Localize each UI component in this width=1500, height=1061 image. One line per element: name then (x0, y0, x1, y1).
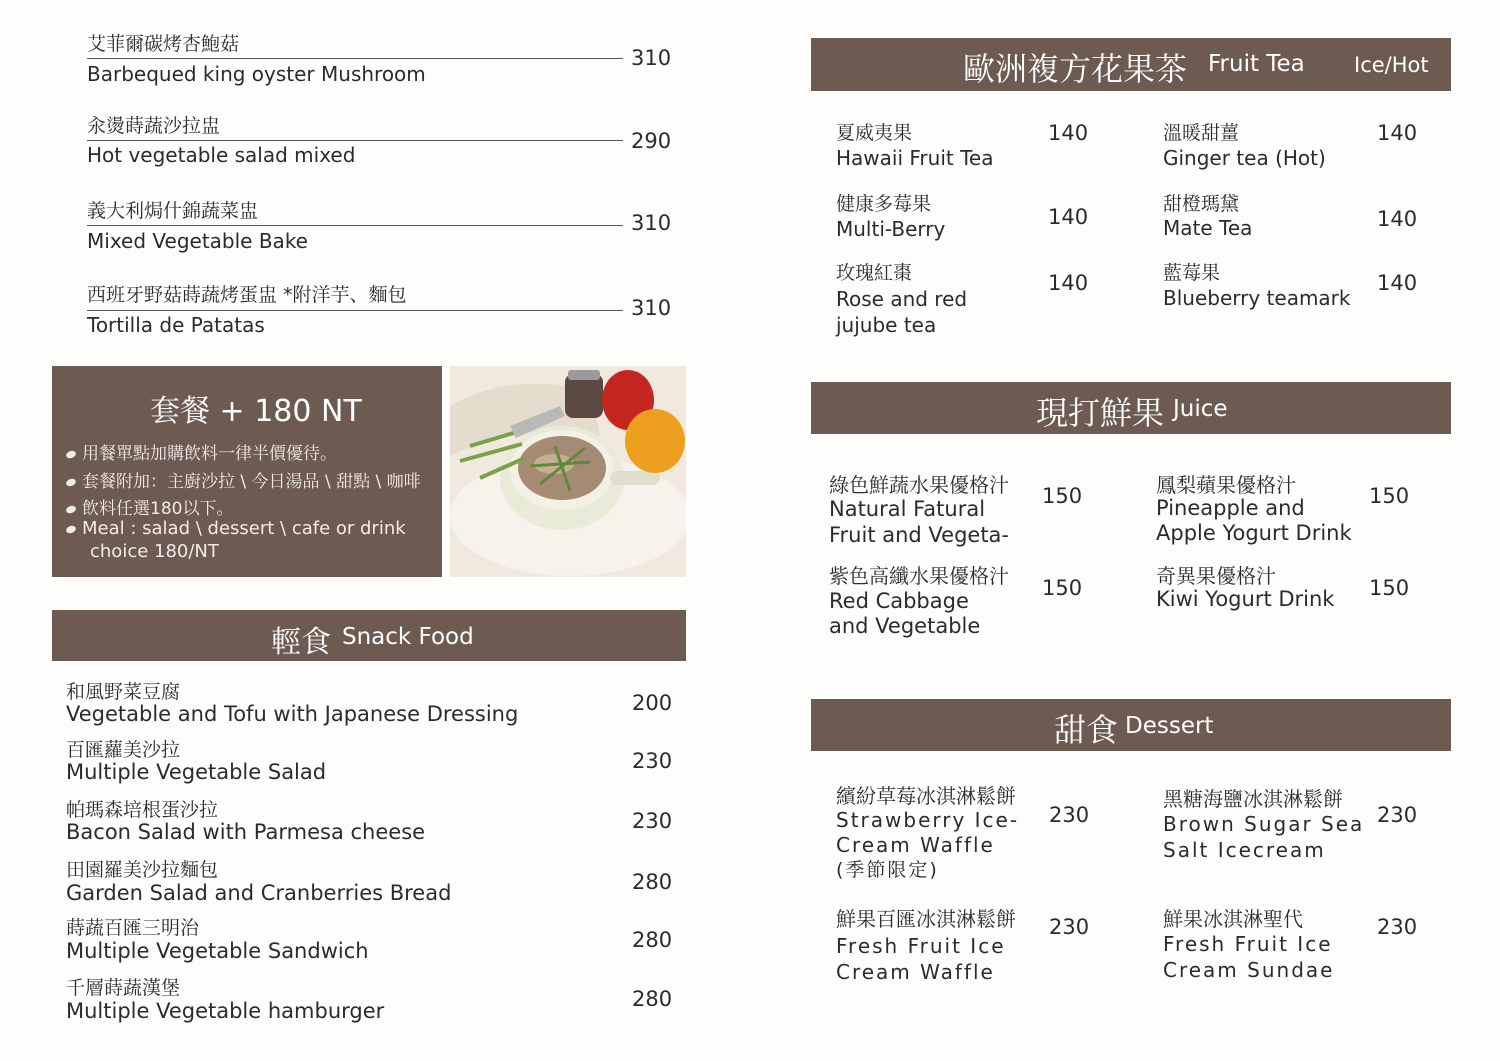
item-name-en: Rose and red (836, 287, 968, 311)
dessert-header (811, 699, 1451, 751)
item-name-en: Vegetable and Tofu with Japanese Dressing (66, 702, 519, 726)
item-price: 310 (631, 211, 672, 235)
item-name-en: Red Cabbage (829, 589, 969, 613)
set-meal-line (66, 467, 421, 492)
item-name-en: Hot vegetable salad mixed (87, 143, 356, 167)
item-price: 280 (632, 870, 673, 894)
item-price: 310 (631, 296, 672, 320)
item-name-en: Blueberry teamark (1163, 286, 1351, 310)
item-price: 150 (1369, 576, 1410, 600)
set-meal-line (66, 518, 406, 539)
snack-title-zh: 輕食 (271, 625, 331, 660)
item-price: 290 (631, 129, 672, 153)
item-name-en: (季節限定) (836, 859, 939, 881)
divider (87, 140, 623, 141)
item-name-en: jujube tea (836, 313, 937, 337)
set-meal-line-text: Meal : salad \ dessert \ cafe or drink (82, 518, 406, 539)
item-name-en: Multi-Berry (836, 217, 946, 241)
bullet-icon (65, 524, 77, 534)
item-price: 230 (632, 809, 673, 833)
item-name-en: Natural Fatural (829, 497, 986, 521)
item-name-en: Cream Waffle (836, 833, 995, 857)
item-name-en: Cream Sundae (1163, 958, 1335, 982)
bullet-icon (65, 504, 77, 514)
item-price: 280 (632, 987, 673, 1011)
item-name-zh: 藍莓果 (1163, 262, 1221, 284)
item-name-zh: 田園羅美沙拉麵包 (66, 859, 219, 881)
set-meal-line-text: choice 180/NT (90, 541, 219, 562)
item-name-zh: 綠色鮮蔬水果優格汁 (829, 473, 1009, 497)
item-price: 140 (1048, 205, 1089, 229)
item-name-en: Brown Sugar Sea (1163, 812, 1365, 836)
item-price: 200 (632, 691, 673, 715)
item-name-zh: 健康多莓果 (836, 193, 932, 215)
item-name-zh: 千層蒔蔬漢堡 (66, 977, 181, 999)
juice-title-en: Juice (1173, 396, 1228, 422)
item-name-en: Garden Salad and Cranberries Bread (66, 881, 452, 905)
set-meal-line-text: 用餐單點加購飲料一律半價優待。 (82, 444, 337, 464)
item-name-zh: 鮮果百匯冰淇淋鬆餅 (836, 907, 1016, 931)
bullet-icon (65, 449, 77, 459)
bullet-icon (65, 477, 77, 487)
set-meal-box (52, 366, 442, 577)
item-name-zh: 艾菲爾碳烤杏鮑菇 (87, 33, 240, 55)
item-name-zh: 奇異果優格汁 (1156, 564, 1276, 588)
divider (87, 58, 623, 59)
item-name-zh: 百匯蘿美沙拉 (66, 739, 181, 761)
fruit-tea-title-zh: 歐洲複方花果茶 (963, 50, 1188, 88)
item-name-en: and Vegetable (829, 614, 981, 638)
item-name-zh: 鮮果冰淇淋聖代 (1163, 907, 1303, 931)
item-name-en: Mixed Vegetable Bake (87, 229, 308, 253)
item-price: 150 (1369, 484, 1410, 508)
set-meal-line-text: 套餐附加：主廚沙拉 \ 今日湯品 \ 甜點 \ 咖啡 (82, 472, 421, 492)
item-name-zh: 甜橙瑪黛 (1163, 193, 1240, 215)
item-price: 150 (1042, 484, 1083, 508)
set-meal-line (66, 439, 337, 464)
item-name-en: Tortilla de Patatas (87, 313, 265, 337)
item-price: 140 (1048, 271, 1089, 295)
item-name-en: Fruit and Vegeta- (829, 523, 1010, 547)
dessert-title-zh: 甜食 (1054, 711, 1119, 749)
item-name-en: Strawberry Ice- (836, 808, 1020, 832)
item-name-zh: 義大利焗什錦蔬菜盅 (87, 200, 259, 222)
item-price: 150 (1042, 576, 1083, 600)
fruit-tea-header (811, 38, 1451, 91)
fruit-tea-note: Ice/Hot (1354, 53, 1429, 77)
item-name-en: Bacon Salad with Parmesa cheese (66, 820, 426, 844)
set-meal-line-text: 飲料任選180以下。 (82, 499, 234, 519)
item-name-en: Barbequed king oyster Mushroom (87, 62, 426, 86)
item-name-zh: 紫色高纖水果優格汁 (829, 564, 1009, 588)
item-price: 140 (1377, 121, 1418, 145)
item-name-en: Multiple Vegetable Sandwich (66, 939, 369, 963)
dish-illustration (450, 366, 686, 577)
item-name-zh: 玫瑰紅棗 (836, 262, 913, 284)
item-price: 140 (1048, 121, 1089, 145)
divider (87, 310, 623, 311)
item-name-en: Multiple Vegetable hamburger (66, 999, 385, 1023)
fruit-tea-title-en: Fruit Tea (1208, 51, 1305, 77)
set-meal-title: 套餐 + 180 NT (150, 394, 362, 429)
item-name-en: Fresh Fruit Ice (836, 934, 1006, 958)
item-name-zh: 夏威夷果 (836, 122, 913, 144)
item-name-en: Cream Waffle (836, 960, 995, 984)
item-name-zh: 溫暖甜薑 (1163, 122, 1240, 144)
item-name-zh: 鳳梨蘋果優格汁 (1156, 473, 1296, 497)
item-name-zh: 繽紛草莓冰淇淋鬆餅 (836, 784, 1016, 808)
item-name-zh: 帕瑪森培根蛋沙拉 (66, 799, 219, 821)
item-price: 140 (1377, 207, 1418, 231)
item-name-en: Kiwi Yogurt Drink (1156, 587, 1335, 611)
item-name-en: Pineapple and (1156, 496, 1305, 520)
item-name-zh: 和風野菜豆腐 (66, 681, 181, 703)
item-name-zh: 蒔蔬百匯三明治 (66, 917, 200, 939)
item-name-en: Apple Yogurt Drink (1156, 521, 1352, 545)
item-name-zh: 黑糖海鹽冰淇淋鬆餅 (1163, 787, 1343, 811)
item-price: 230 (632, 749, 673, 773)
item-price: 280 (632, 928, 673, 952)
item-price: 140 (1377, 271, 1418, 295)
item-name-en: Mate Tea (1163, 216, 1253, 240)
item-name-zh: 西班牙野菇蒔蔬烤蛋盅 *附洋芋、麵包 (87, 284, 407, 306)
item-price: 230 (1377, 803, 1418, 827)
item-price: 230 (1049, 803, 1090, 827)
item-name-en: Multiple Vegetable Salad (66, 760, 327, 784)
item-price: 230 (1049, 915, 1090, 939)
food-photo (450, 366, 686, 577)
dessert-title-en: Dessert (1125, 713, 1214, 739)
item-price: 310 (631, 46, 672, 70)
item-name-en: Fresh Fruit Ice (1163, 932, 1333, 956)
snack-title-en: Snack Food (342, 624, 474, 650)
set-meal-line (66, 494, 233, 519)
item-name-en: Hawaii Fruit Tea (836, 146, 994, 170)
juice-header (811, 382, 1451, 434)
juice-title-zh: 現打鮮果 (1036, 394, 1165, 432)
divider (87, 225, 623, 226)
item-name-en: Ginger tea (Hot) (1163, 146, 1326, 170)
item-name-en: Salt Icecream (1163, 838, 1326, 862)
snack-header (52, 610, 686, 661)
item-price: 230 (1377, 915, 1418, 939)
item-name-zh: 汆燙蒔蔬沙拉盅 (87, 115, 221, 137)
